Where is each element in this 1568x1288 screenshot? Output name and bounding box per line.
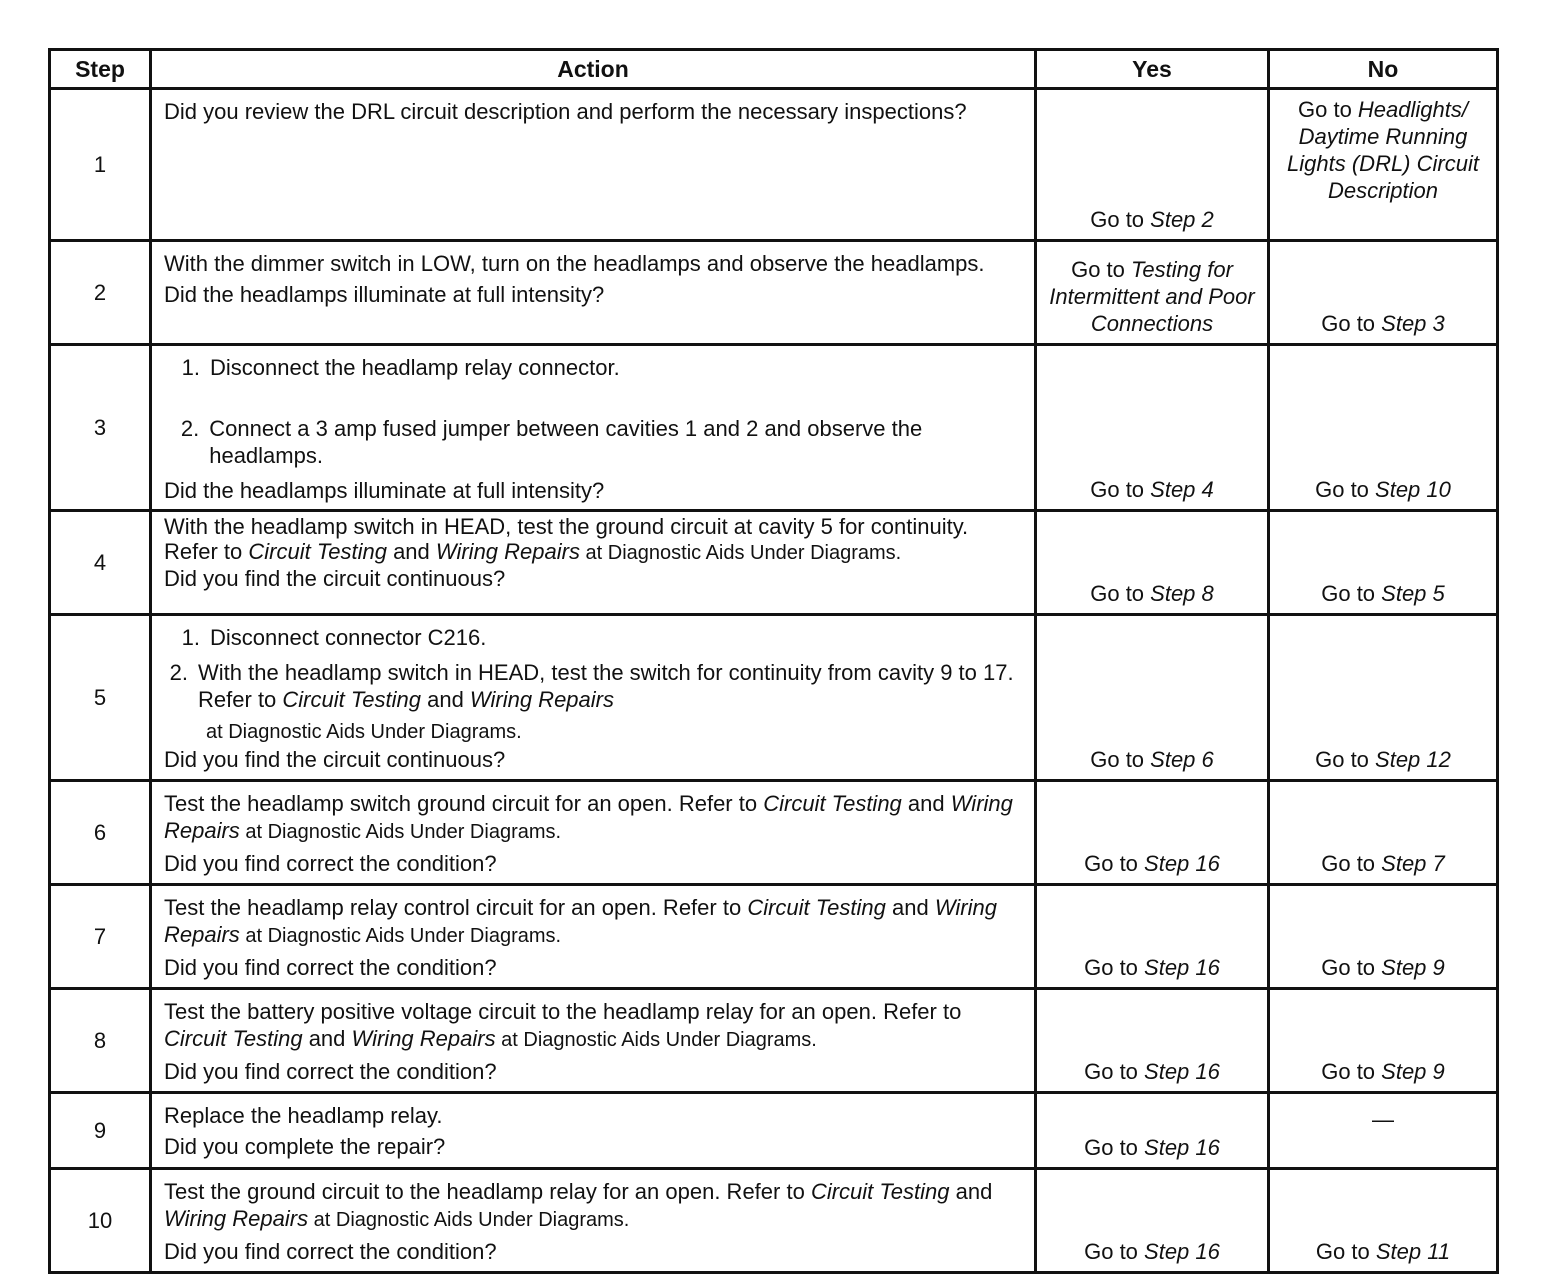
wiring-repairs-reference: Wiring Repairs: [469, 687, 614, 712]
diagnostic-table: [48, 48, 1499, 1274]
action-text: Did you review the DRL circuit description and perform the necessary inspections?: [164, 99, 967, 124]
no-reference: Step 5: [1381, 581, 1445, 606]
action-text-part: and: [420, 687, 470, 712]
yes-prefix: Go to: [1090, 747, 1151, 772]
substep-text: [198, 659, 1024, 713]
no-cell: —: [1269, 1093, 1498, 1169]
no-cell: [1269, 511, 1498, 615]
action-text: [164, 998, 1024, 1054]
step-number: 10: [50, 1169, 151, 1273]
substep-text: Connect a 3 amp fused jumper between cavities 1 and 2 and observe the headlamps.: [209, 416, 923, 468]
no-prefix: Go to: [1315, 747, 1376, 772]
table-row: [50, 989, 1498, 1093]
yes-cell: [1036, 615, 1269, 781]
circuit-testing-reference: Circuit Testing: [810, 1179, 950, 1204]
action-question: Did the headlamps illuminate at full intensity?: [164, 478, 605, 503]
action-text-part: With the headlamp switch in HEAD, test the ground circuit at cavity 5 for continuity. Refer to: [164, 514, 969, 564]
no-cell: [1269, 1169, 1498, 1273]
step-number: 6: [50, 781, 151, 885]
circuit-testing-reference: Circuit Testing: [763, 791, 902, 816]
no-prefix: Go to: [1321, 955, 1382, 980]
action-text-part: at Diagnostic Aids Under Diagrams.: [239, 925, 562, 947]
no-prefix: Go to: [1321, 851, 1382, 876]
yes-cell: [1036, 885, 1269, 989]
action-text: [164, 1178, 1024, 1234]
action-cell: [151, 885, 1036, 989]
action-cell: [151, 89, 1036, 241]
yes-prefix: Go to: [1084, 1059, 1145, 1084]
wiring-repairs-reference: Wiring Repairs: [351, 1026, 496, 1051]
action-cell: [151, 989, 1036, 1093]
action-question: Did you find correct the condition?: [164, 1239, 497, 1264]
no-cell: [1269, 89, 1498, 241]
action-question: Did you find the circuit continuous?: [164, 566, 506, 591]
wiring-repairs-reference: Wiring Repairs: [164, 895, 997, 947]
action-question: Did the headlamps illuminate at full intensity?: [164, 282, 605, 307]
table-row: [50, 241, 1498, 345]
step-number: 7: [50, 885, 151, 989]
no-prefix: Go to: [1298, 97, 1358, 122]
no-cell: [1269, 345, 1498, 511]
yes-cell: [1036, 989, 1269, 1093]
table-row: [50, 885, 1498, 989]
header-row: [50, 50, 1498, 89]
step-number: 1: [50, 89, 151, 241]
no-reference: Step 9: [1381, 955, 1445, 980]
table-row: [50, 1169, 1498, 1273]
no-prefix: Go to: [1321, 581, 1382, 606]
yes-reference: Step 2: [1150, 207, 1214, 232]
wiring-repairs-reference: Wiring Repairs: [164, 1206, 309, 1231]
action-text-part: Test the ground circuit to the headlamp relay for an open. Refer to: [164, 1179, 811, 1204]
action-cell: [151, 1169, 1036, 1273]
action-text-part: and: [901, 791, 951, 816]
yes-prefix: Go to: [1084, 955, 1145, 980]
yes-reference: Testing for Intermittent and Poor Connections: [1049, 257, 1255, 336]
yes-reference: Step 16: [1144, 851, 1220, 876]
action-text-part: at Diagnostic Aids Under Diagrams.: [206, 721, 522, 743]
no-reference: Step 11: [1375, 1239, 1451, 1264]
action-text-part: and: [302, 1026, 352, 1051]
circuit-testing-reference: Circuit Testing: [282, 687, 421, 712]
numbered-substep: 2. With the headlamp switch in HEAD, test the switch for continuity from cavity 9 to 17. Refer to Circuit Testing and Wiring Repairs: [164, 659, 1024, 713]
action-question: Did you complete the repair?: [164, 1134, 446, 1159]
yes-cell: [1036, 345, 1269, 511]
yes-prefix: Go to: [1090, 581, 1151, 606]
no-reference: Step 7: [1381, 851, 1445, 876]
yes-reference: Step 6: [1150, 747, 1214, 772]
yes-reference: Step 16: [1144, 1135, 1220, 1160]
yes-cell: [1036, 1169, 1269, 1273]
yes-reference: Step 16: [1144, 1239, 1220, 1264]
table-row: [50, 615, 1498, 781]
table-row: [50, 1093, 1498, 1169]
no-cell: [1269, 615, 1498, 781]
action-text-part: With the headlamp switch in HEAD, test the switch for continuity from cavity 9 to 17. Refer to: [198, 660, 1014, 712]
no-reference: Step 3: [1381, 311, 1445, 336]
action-text: Replace the headlamp relay.: [164, 1103, 443, 1128]
step-number: 8: [50, 989, 151, 1093]
yes-reference: Step 16: [1144, 1059, 1220, 1084]
no-reference: Step 10: [1375, 477, 1451, 502]
numbered-substep: 2. Connect a 3 amp fused jumper between cavities 1 and 2 and observe the headlamps.: [164, 415, 1024, 469]
action-text-part: at Diagnostic Aids Under Diagrams.: [308, 1209, 630, 1231]
yes-prefix: Go to: [1084, 1135, 1145, 1160]
table-row: [50, 511, 1498, 615]
no-reference: Step 12: [1375, 747, 1451, 772]
yes-reference: Step 4: [1150, 477, 1214, 502]
action-cell: [151, 781, 1036, 885]
step-number: 2: [50, 241, 151, 345]
no-prefix: Go to: [1315, 477, 1376, 502]
no-cell: [1269, 989, 1498, 1093]
action-text: [164, 790, 1024, 846]
substep-text: Disconnect the headlamp relay connector.: [210, 355, 620, 380]
table-row: [50, 781, 1498, 885]
action-cell: [151, 241, 1036, 345]
action-text: [164, 894, 1024, 950]
action-cell: [151, 615, 1036, 781]
no-prefix: Go to: [1315, 1239, 1376, 1264]
yes-cell: [1036, 781, 1269, 885]
circuit-testing-reference: Circuit Testing: [747, 895, 886, 920]
action-text-part: at Diagnostic Aids Under Diagrams.: [495, 1029, 817, 1051]
step-number: 3: [50, 345, 151, 511]
yes-cell: [1036, 1093, 1269, 1169]
action-text: With the dimmer switch in LOW, turn on the headlamps and observe the headlamps.: [164, 251, 985, 276]
yes-cell: [1036, 241, 1269, 345]
yes-cell: [1036, 89, 1269, 241]
action-text-part: Test the headlamp switch ground circuit for an open. Refer to: [164, 791, 764, 816]
action-text-part: at Diagnostic Aids Under Diagrams.: [239, 821, 562, 843]
action-text-part: Test the headlamp relay control circuit for an open. Refer to: [164, 895, 748, 920]
table-row: [50, 89, 1498, 241]
no-reference: Headlights/ Daytime Running Lights (DRL) Circuit Description: [1287, 97, 1479, 203]
circuit-testing-reference: Circuit Testing: [164, 1026, 303, 1051]
yes-prefix: Go to: [1071, 257, 1131, 282]
action-cell: [151, 1093, 1036, 1169]
action-question: Did you find correct the condition?: [164, 851, 497, 876]
action-text: [164, 514, 1024, 566]
action-question: Did you find the circuit continuous?: [164, 747, 506, 772]
action-text-part: and: [386, 539, 436, 564]
no-reference: Step 9: [1381, 1059, 1445, 1084]
yes-prefix: Go to: [1084, 1239, 1145, 1264]
action-text-part: and: [949, 1179, 993, 1204]
yes-prefix: Go to: [1090, 477, 1151, 502]
numbered-substep: 1. Disconnect the headlamp relay connector.: [181, 355, 620, 380]
yes-prefix: Go to: [1084, 851, 1145, 876]
yes-reference: Step 8: [1150, 581, 1214, 606]
header-step: Step: [50, 50, 151, 89]
action-text-part: and: [885, 895, 935, 920]
yes-prefix: Go to: [1090, 207, 1151, 232]
wiring-repairs-reference: Wiring Repairs: [435, 539, 580, 564]
header-no: No: [1269, 50, 1498, 89]
wiring-repairs-reference: Wiring Repairs: [164, 791, 1013, 843]
no-prefix: Go to: [1321, 1059, 1382, 1084]
no-cell: [1269, 241, 1498, 345]
no-prefix: Go to: [1321, 311, 1382, 336]
action-cell: [151, 345, 1036, 511]
step-number: 9: [50, 1093, 151, 1169]
table-row: [50, 345, 1498, 511]
action-cell: [151, 511, 1036, 615]
action-question: Did you find correct the condition?: [164, 955, 497, 980]
action-question: Did you find correct the condition?: [164, 1059, 497, 1084]
header-action: Action: [151, 50, 1036, 89]
circuit-testing-reference: Circuit Testing: [248, 539, 387, 564]
no-cell: [1269, 781, 1498, 885]
yes-cell: [1036, 511, 1269, 615]
numbered-substep: 1. Disconnect connector C216.: [181, 625, 487, 650]
no-cell: [1269, 885, 1498, 989]
step-number: 5: [50, 615, 151, 781]
action-text-part: at Diagnostic Aids Under Diagrams.: [579, 542, 902, 564]
header-yes: Yes: [1036, 50, 1269, 89]
step-number: 4: [50, 511, 151, 615]
substep-text: Disconnect connector C216.: [210, 625, 487, 650]
yes-reference: Step 16: [1144, 955, 1220, 980]
action-text-part: Test the battery positive voltage circuit to the headlamp relay for an open. Refer to: [164, 999, 962, 1024]
